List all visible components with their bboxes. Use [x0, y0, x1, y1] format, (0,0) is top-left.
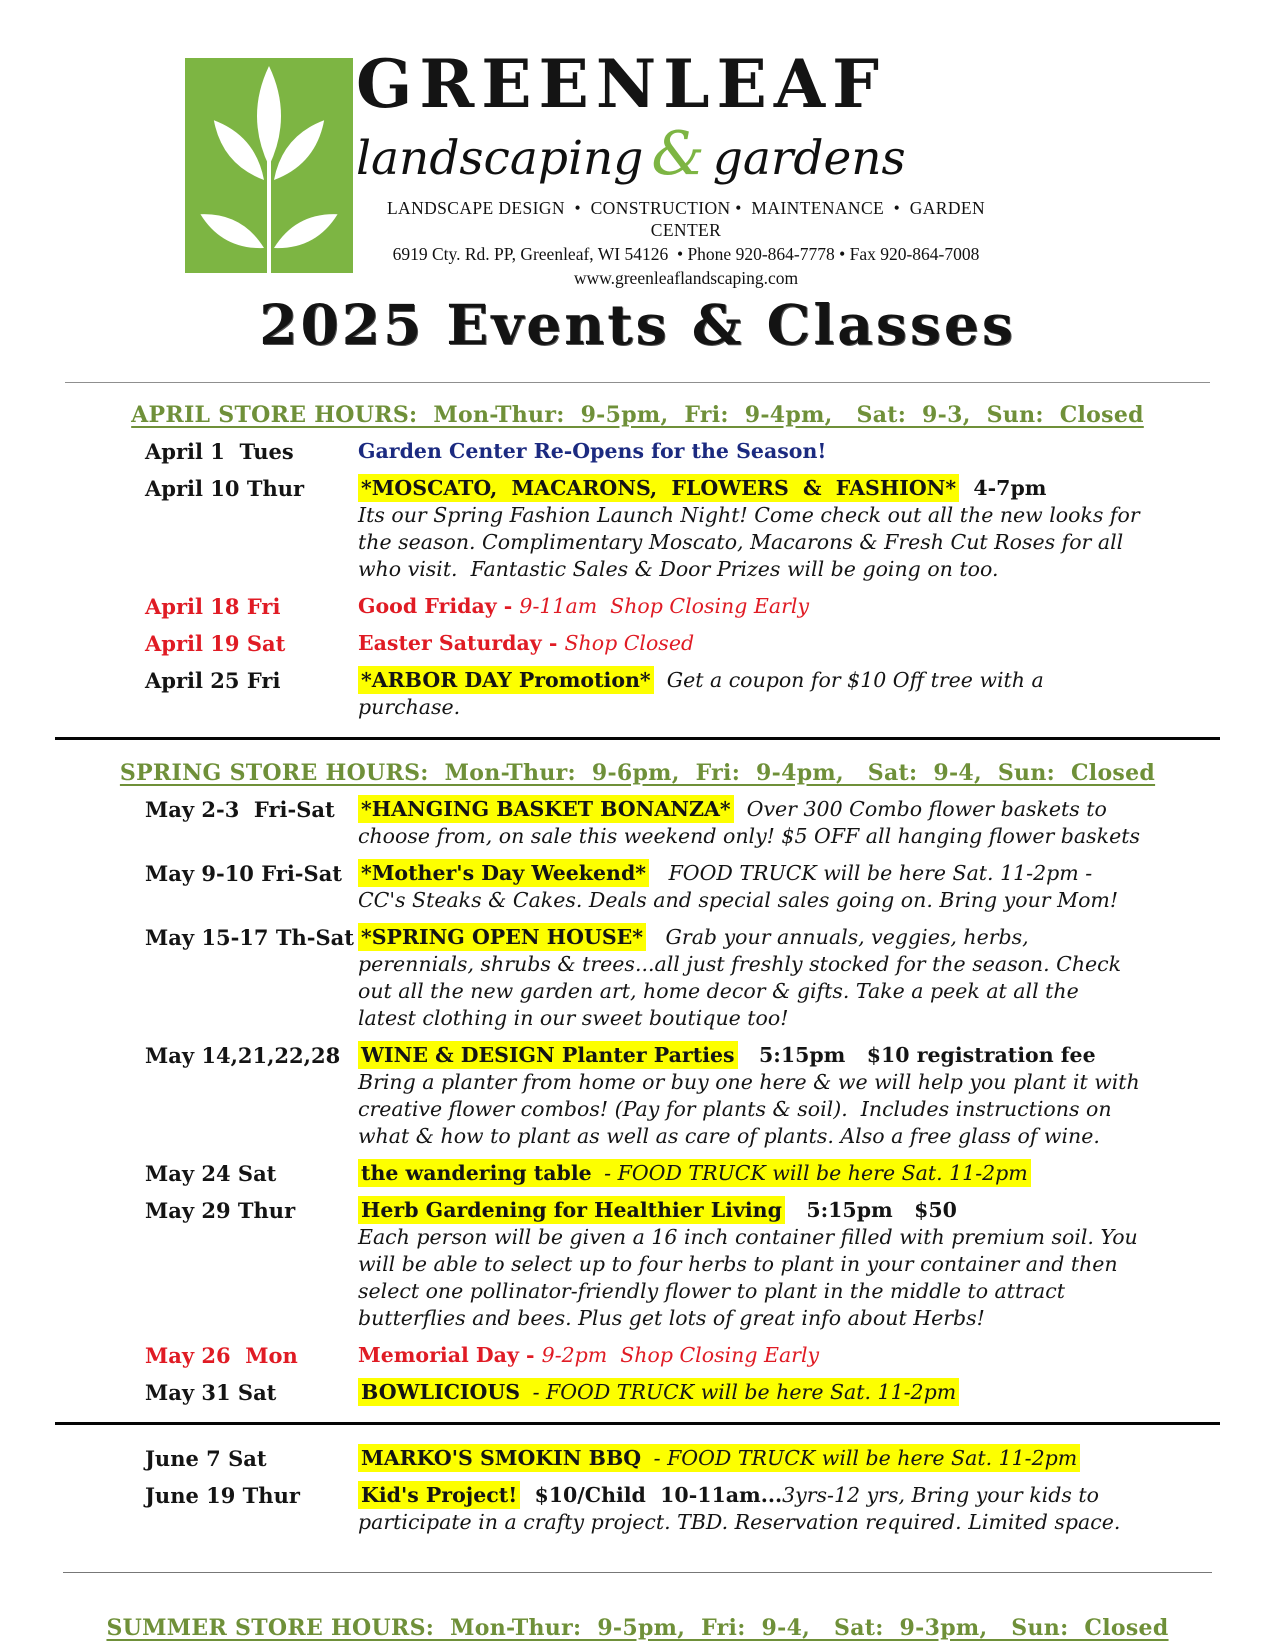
- section-divider: [63, 1572, 1212, 1573]
- event-text-segment: 5:15pm $50: [784, 1198, 957, 1222]
- event-row: [55, 438, 1220, 465]
- event-text-segment: Kid's Project!: [358, 1481, 520, 1509]
- event-text-segment: FOOD TRUCK will be here Sat. 11-2pm - CC's Steaks & Cakes. Deals and special sales going on. Bring your Mom!: [358, 861, 1119, 912]
- page-title: 2025 Events & Classes: [259, 292, 1016, 357]
- event-text-segment: - FOOD TRUCK will be here Sat. 11-2pm: [595, 1159, 1031, 1187]
- event-row: [55, 1342, 1220, 1369]
- event-date: April 1 Tues: [145, 439, 294, 464]
- event-date: April 19 Sat: [145, 631, 286, 656]
- event-text-segment: *HANGING BASKET BONANZA*: [358, 795, 734, 823]
- event-date: May 15-17 Th-Sat: [145, 925, 354, 950]
- event-text-segment: 9-11am Shop Closing Early: [519, 594, 810, 618]
- event-text-line: [358, 1342, 1142, 1369]
- event-row: [55, 1445, 1220, 1472]
- title-rule: [65, 382, 1210, 383]
- tagline-right: gardens: [712, 131, 906, 187]
- event-date: April 10 Thur: [145, 476, 305, 501]
- event-details: [358, 1160, 1142, 1187]
- event-text-segment: 4-7pm: [959, 476, 1047, 500]
- event-details: [358, 924, 1142, 1032]
- event-row: [55, 630, 1220, 657]
- event-text-line: [358, 475, 1142, 502]
- event-row: [55, 475, 1220, 583]
- event-row: [55, 1197, 1220, 1332]
- event-text-line: [358, 502, 1147, 583]
- event-details: [358, 1042, 1147, 1150]
- event-text-line: [358, 667, 1142, 721]
- event-text-segment: Memorial Day -: [358, 1343, 542, 1367]
- brand-tagline: [356, 119, 1021, 190]
- brand-block: [356, 45, 1021, 290]
- event-row: [55, 924, 1220, 1032]
- event-text-line: [358, 1379, 1142, 1406]
- greenleaf-leaf-logo-icon: [185, 58, 353, 273]
- services-line: LANDSCAPE DESIGN • CONSTRUCTION • MAINTENANCE • GARDEN CENTER: [386, 198, 990, 241]
- event-details: [358, 1445, 1142, 1472]
- event-date: May 14,21,22,28: [145, 1043, 341, 1068]
- event-text-segment: Grab your annuals, veggies, herbs, perennials, shrubs & trees...all just freshly stocked for the season. Check out all the new garden art, home decor & gifts. Take a peek at all the latest clothing in our sweet boutique too!: [358, 925, 1128, 1030]
- event-text-segment: MARKO'S SMOKIN BBQ: [358, 1444, 644, 1472]
- event-text-segment: $10/Child 10-11am...: [520, 1483, 783, 1507]
- event-details: [358, 1342, 1142, 1369]
- event-text-line: [358, 796, 1142, 850]
- event-text-segment: Each person will be given a 16 inch container filled with premium soil. You will be able to select up to four herbs to plant in your container and then select one pollinator-friendly flower to plant in the middle to attract butterflies and bees. Plus get lots of great info about Herbs!: [358, 1225, 1145, 1330]
- event-text-line: [358, 630, 1142, 657]
- event-text-segment: 5:15pm $10 registration fee: [737, 1043, 1096, 1067]
- event-date: May 2-3 Fri-Sat: [145, 797, 335, 822]
- event-text-segment: 3yrs-12 yrs, Bring your kids to participate in a crafty project. TBD. Reservation required. Limited space.: [358, 1483, 1121, 1534]
- event-date: May 9-10 Fri-Sat: [145, 861, 342, 886]
- event-details: [358, 796, 1142, 850]
- event-date: May 31 Sat: [145, 1380, 277, 1405]
- event-text-line: [358, 924, 1142, 1032]
- section-divider: [55, 1422, 1220, 1425]
- section-divider: [55, 737, 1220, 740]
- event-row: [55, 796, 1220, 850]
- event-text-segment: BOWLICIOUS: [358, 1378, 523, 1406]
- event-details: [358, 667, 1142, 721]
- event-text-segment: *SPRING OPEN HOUSE*: [358, 923, 646, 951]
- event-date: May 24 Sat: [145, 1161, 277, 1186]
- event-row: [55, 1482, 1220, 1536]
- event-text-segment: WINE & DESIGN Planter Parties: [358, 1041, 738, 1069]
- event-text-segment: *Mother's Day Weekend*: [358, 859, 649, 887]
- event-date: May 29 Thur: [145, 1198, 296, 1223]
- event-text-line: [358, 438, 1142, 465]
- event-row: [55, 1160, 1220, 1187]
- event-date: May 26 Mon: [145, 1343, 298, 1368]
- event-text-line: [358, 1445, 1142, 1472]
- event-row: [55, 667, 1220, 721]
- brand-name: GREENLEAF: [356, 45, 886, 123]
- event-date: June 7 Sat: [145, 1446, 267, 1471]
- event-text-segment: *ARBOR DAY Promotion*: [358, 666, 654, 694]
- event-text-segment: Over 300 Combo flower baskets to choose from, on sale this weekend only! $5 OFF all hanging flower baskets: [358, 797, 1140, 848]
- event-row: [55, 1042, 1220, 1150]
- event-text-segment: the wandering table: [358, 1159, 595, 1187]
- event-text-segment: Good Friday -: [358, 594, 520, 618]
- event-details: [358, 630, 1142, 657]
- event-text-segment: Shop Closed: [564, 631, 695, 655]
- event-details: [358, 860, 1142, 914]
- event-text-line: [358, 1042, 1142, 1069]
- event-text-line: [358, 1160, 1142, 1187]
- event-text-line: [358, 860, 1142, 914]
- ampersand-glyph: &: [651, 119, 705, 190]
- store-hours-line: APRIL STORE HOURS: Mon-Thur: 9-5pm, Fri: 9-4pm, Sat: 9-3, Sun: Closed: [131, 402, 1144, 428]
- event-text-segment: 9-2pm Shop Closing Early: [541, 1343, 820, 1367]
- event-text-segment: Easter Saturday -: [358, 631, 565, 655]
- event-text-segment: Herb Gardening for Healthier Living: [358, 1196, 785, 1224]
- website-url: www.greenleaflandscaping.com: [573, 267, 799, 288]
- event-row: [55, 1379, 1220, 1406]
- event-row: [55, 860, 1220, 914]
- event-details: [358, 593, 1142, 620]
- event-text-line: [358, 1482, 1142, 1536]
- event-date: June 19 Thur: [145, 1483, 300, 1508]
- event-date: April 25 Fri: [145, 668, 281, 693]
- event-text-line: [358, 1197, 1142, 1224]
- event-text-segment: - FOOD TRUCK will be here Sat. 11-2pm: [523, 1378, 959, 1406]
- event-details: [358, 1379, 1142, 1406]
- event-details: [358, 438, 1142, 465]
- event-text-segment: *MOSCATO, MACARONS, FLOWERS & FASHION*: [358, 474, 959, 502]
- event-row: [55, 593, 1220, 620]
- event-details: [358, 1197, 1145, 1332]
- event-text-line: [358, 1224, 1145, 1332]
- event-details: [358, 1482, 1142, 1536]
- event-text-segment: Get a coupon for $10 Off tree with a purchase.: [358, 668, 1051, 719]
- event-date: April 18 Fri: [145, 594, 281, 619]
- events-area: [0, 388, 1275, 1650]
- store-hours-line: SUMMER STORE HOURS: Mon-Thur: 9-5pm, Fri: 9-4, Sat: 9-3pm, Sun: Closed: [106, 1615, 1169, 1641]
- event-text-segment: Its our Spring Fashion Launch Night! Come check out all the new looks for the season. Complimentary Moscato, Macarons & Fresh Cut Roses for all who visit. Fantastic Sales & Door Prizes will be going on too.: [358, 503, 1147, 581]
- address-line: 6919 Cty. Rd. PP, Greenleaf, WI 54126 • Phone 920-864-7778 • Fax 920-864-7008: [392, 244, 980, 265]
- event-text-line: [358, 1069, 1147, 1150]
- event-details: [358, 475, 1147, 583]
- event-text-segment: Bring a planter from home or buy one here & we will help you plant it with creative flower combos! (Pay for plants & soil). Includes instructions on what & how to plant as well as care of plants. Also a free glass of wine.: [358, 1070, 1147, 1148]
- tagline-left: landscaping: [356, 131, 644, 187]
- store-hours-line: SPRING STORE HOURS: Mon-Thur: 9-6pm, Fri: 9-4pm, Sat: 9-4, Sun: Closed: [119, 760, 1156, 786]
- event-text-line: [358, 593, 1142, 620]
- event-text-segment: - FOOD TRUCK will be here Sat. 11-2pm: [644, 1444, 1080, 1472]
- event-text-segment: Garden Center Re-Opens for the Season!: [358, 439, 827, 463]
